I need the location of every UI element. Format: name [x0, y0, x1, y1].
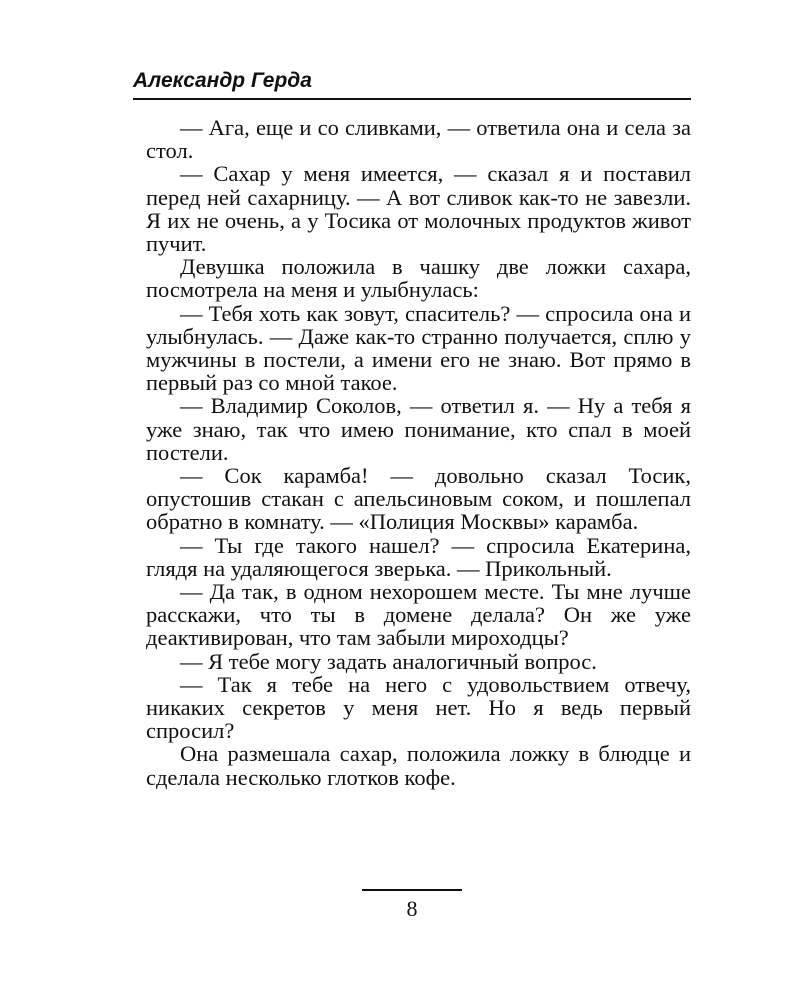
paragraph: Девушка положила в чашку две ложки сахара, посмотрела на меня и улыбнулась:	[146, 254, 691, 303]
paragraph: — Сок карамба! — довольно сказал Тосик, опустошив стакан с апельсиновым соком, и пошлепал обратно в комнату. — «Полиция Москвы» карамба.	[146, 463, 691, 535]
paragraph: — Владимир Соколов, — ответил я. — Ну а тебя я уже знаю, так что имею понимание, кто спал в моей постели.	[146, 393, 691, 465]
paragraph: — Сахар у меня имеется, — сказал я и поставил перед ней сахарницу. — А вот сливок как-то не завезли. Я их не очень, а у Тосика от молочных продуктов живот пучит.	[146, 161, 691, 257]
page-number: 8	[406, 896, 418, 921]
paragraph: — Да так, в одном нехорошем месте. Ты мне лучше расскажи, что ты в домене делала? Он же уже деактивирован, что там забыли мироходцы?	[146, 579, 691, 651]
paragraph: — Ты где такого нашел? — спросила Екатерина, глядя на удаляющегося зверька. — Прикольный.	[146, 532, 691, 581]
paragraph: — Так я тебе на него с удовольствием отвечу, никаких секретов у меня нет. Но я ведь первый спросил?	[146, 671, 691, 744]
paragraph: Она размешала сахар, положила ложку в блюдце и сделала несколько глотков кофе.	[146, 741, 691, 790]
paragraph: — Тебя хоть как зовут, спаситель? — спросила она и улыбнулась. — Даже как-то странно получается, сплю у мужчины в постели, а имени его не знаю. Вот прямо в первый раз со мной такое.	[146, 300, 691, 396]
footer-rule	[362, 889, 462, 891]
body-text	[146, 116, 691, 789]
header-rule	[133, 98, 691, 100]
paragraph: — Ага, еще и со сливками, — ответила она и села за стол.	[146, 115, 691, 164]
paragraph: — Я тебе могу задать аналогичный вопрос.	[180, 648, 597, 674]
running-head-author: Александр Герда	[133, 69, 312, 92]
